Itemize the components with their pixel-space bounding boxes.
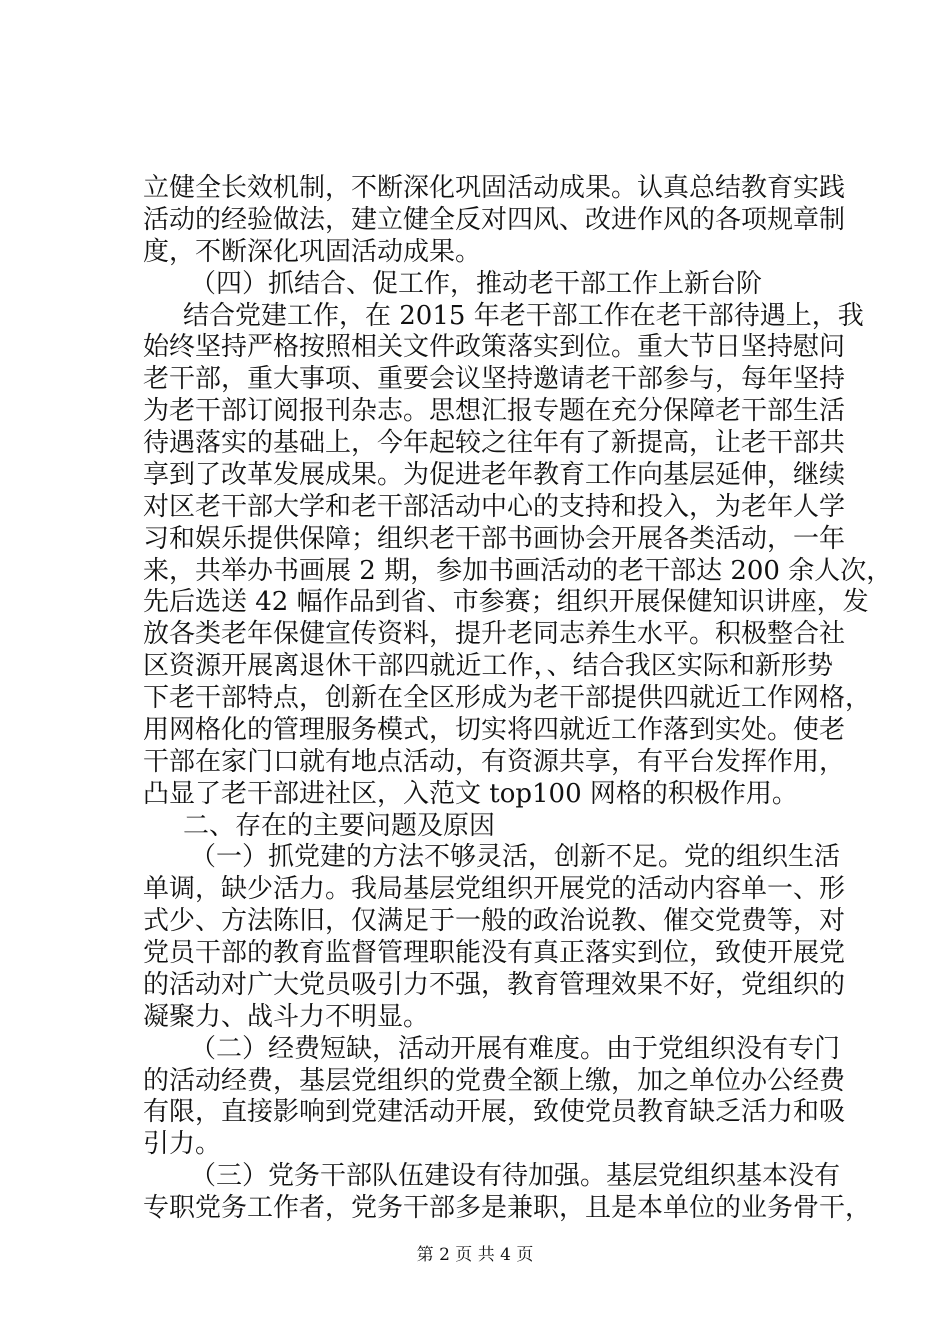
body-text-line: （三）党务干部队伍建设有待加强。基层党组织基本没有 bbox=[190, 1161, 841, 1191]
body-text-line: 结合党建工作，在 2015 年老干部工作在老干部待遇上，我 bbox=[183, 301, 864, 331]
page-number-footer: 第 2 页 共 4 页 bbox=[416, 1245, 534, 1265]
body-text-line: 对区老干部大学和老干部活动中心的支持和投入，为老年人学 bbox=[143, 492, 846, 522]
body-text-line: 始终坚持严格按照相关文件政策落实到位。重大节日坚持慰问 bbox=[143, 332, 846, 362]
body-text-line: 来，共举办书画展 2 期，参加书画活动的老干部达 200 余人次， bbox=[143, 556, 893, 586]
body-text-line: 单调，缺少活力。我局基层党组织开展党的活动内容单一、形 bbox=[143, 874, 846, 904]
body-text-line: 有限，直接影响到党建活动开展，致使党员教育缺乏活力和吸 bbox=[143, 1097, 846, 1127]
body-text-line: （一）抓党建的方法不够灵活，创新不足。党的组织生活 bbox=[190, 842, 841, 872]
body-text-line: 为老干部订阅报刊杂志。思想汇报专题在充分保障老干部生活 bbox=[143, 396, 846, 426]
body-text-line: 习和娱乐提供保障；组织老干部书画协会开展各类活动，一年 bbox=[143, 524, 846, 554]
body-text-line: 区资源开展离退休干部四就近工作，、结合我区实际和新形势 bbox=[143, 651, 833, 681]
body-text-line: 式少、方法陈旧，仅满足于一般的政治说教、催交党费等，对 bbox=[143, 906, 846, 936]
body-text-line: 干部在家门口就有地点活动，有资源共享，有平台发挥作用， bbox=[143, 747, 846, 777]
body-text-line: 用网格化的管理服务模式，切实将四就近工作落到实处。使老 bbox=[143, 715, 846, 745]
body-text-line: 的活动经费，基层党组织的党费全额上缴，加之单位办公经费 bbox=[143, 1066, 846, 1096]
body-text-line: 老干部，重大事项、重要会议坚持邀请老干部参与，每年坚持 bbox=[143, 364, 846, 394]
section-heading: （四）抓结合、促工作，推动老干部工作上新台阶 bbox=[190, 269, 763, 299]
body-text-line: （二）经费短缺，活动开展有难度。由于党组织没有专门 bbox=[190, 1034, 841, 1064]
body-text-line: 的活动对广大党员吸引力不强，教育管理效果不好，党组织的 bbox=[143, 970, 846, 1000]
body-text-line: 活动的经验做法，建立健全反对四风、改进作风的各项规章制 bbox=[143, 205, 846, 235]
body-text-line: 放各类老年保健宣传资料，提升老同志养生水平。积极整合社 bbox=[143, 619, 846, 649]
body-text-line: 下老干部特点，创新在全区形成为老干部提供四就近工作网格， bbox=[143, 683, 872, 713]
body-text-line: 立健全长效机制，不断深化巩固活动成果。认真总结教育实践 bbox=[143, 173, 846, 203]
body-text-line: 引力。 bbox=[143, 1129, 222, 1159]
body-text-line: 待遇落实的基础上，今年起较之往年有了新提高，让老干部共 bbox=[143, 428, 846, 458]
body-text-line: 度，不断深化巩固活动成果。 bbox=[143, 237, 482, 267]
body-text-line: 凝聚力、战斗力不明显。 bbox=[143, 1002, 430, 1032]
section-heading: 二、存在的主要问题及原因 bbox=[183, 811, 496, 841]
body-text-line: 享到了改革发展成果。为促进老年教育工作向基层延伸，继续 bbox=[143, 460, 846, 490]
body-text-line: 党员干部的教育监督管理职能没有真正落实到位，致使开展党 bbox=[143, 938, 846, 968]
body-text-line: 先后选送 42 幅作品到省、市参赛；组织开展保健知识讲座，发 bbox=[143, 587, 869, 617]
body-text-line: 凸显了老干部进社区，入范文 top100 网格的积极作用。 bbox=[143, 779, 798, 809]
body-text-line: 专职党务工作者，党务干部多是兼职，且是本单位的业务骨干， bbox=[143, 1193, 872, 1223]
